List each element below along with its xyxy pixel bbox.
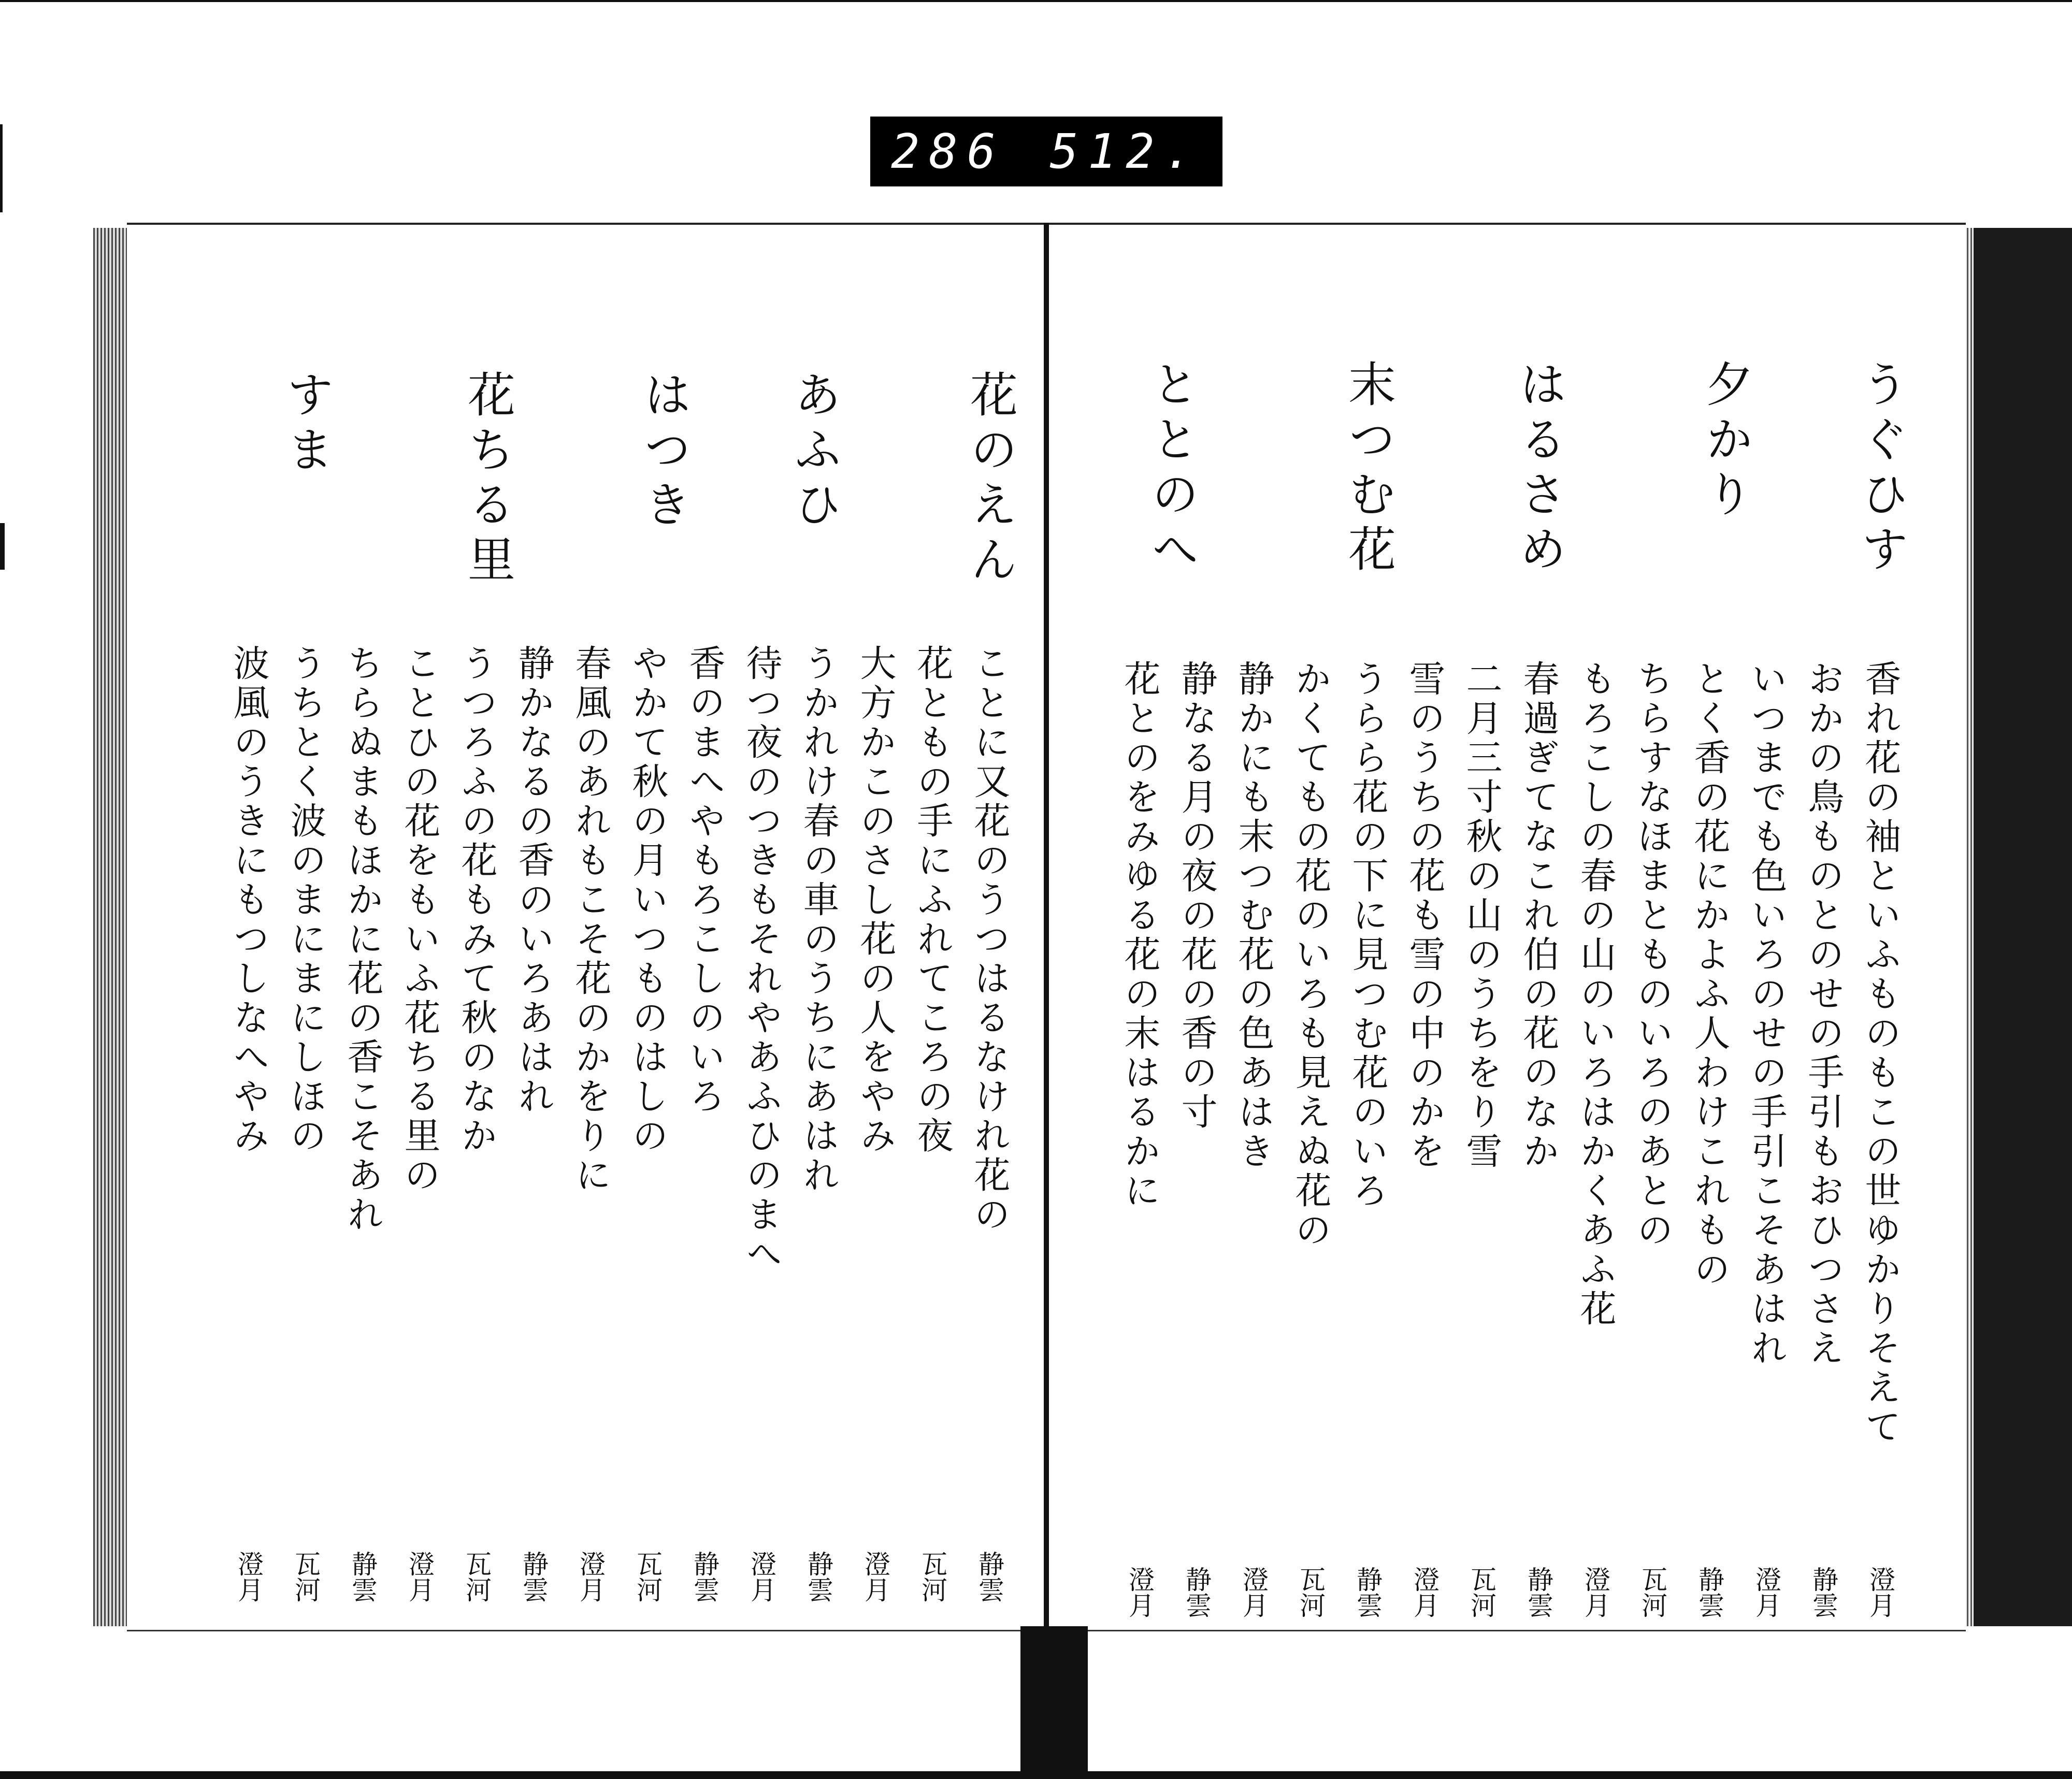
- poem-line: 雪のうちの花も雪の中のかを: [1403, 660, 1446, 1171]
- poem-author: 瓦河: [632, 1551, 663, 1602]
- poem-line: ことひの花をもいふ花ちる里の: [398, 644, 441, 1195]
- poem-author: 静雲: [803, 1551, 833, 1602]
- poem-author: 澄月: [1580, 1566, 1610, 1618]
- poem-line: 春過ぎてなこれ伯の花のなか: [1517, 660, 1560, 1171]
- poem-author: 静雲: [1808, 1566, 1838, 1618]
- book-edge-left: [93, 228, 130, 1626]
- poem-author: 瓦河: [462, 1551, 492, 1602]
- heading: 花のえん: [962, 370, 1018, 589]
- right-page: [1049, 223, 1966, 1631]
- poem-line: 波風のうきにもつしなへやみ: [227, 644, 270, 1156]
- scan-left-mark-2: [0, 523, 5, 570]
- poem-line: 香のまへやもろこしのいろ: [683, 644, 726, 1117]
- poem-author: 静雲: [974, 1551, 1004, 1602]
- book-cover-right: [1974, 228, 2072, 1626]
- heading: 末つむ花: [1341, 359, 1396, 579]
- poem-line: 大方かこのさし花の人をやみ: [854, 644, 897, 1156]
- plate-number-right: 512.: [1049, 124, 1202, 179]
- heading: すま: [279, 370, 334, 480]
- poem-author: 瓦河: [1637, 1566, 1667, 1618]
- heading: 夕かり: [1698, 359, 1753, 524]
- poem-author: 静雲: [1694, 1566, 1724, 1618]
- poem-line: うつろふの花もみて秋のなか: [455, 644, 498, 1156]
- poem-line: 静かにも末つむ花の色あはき: [1232, 660, 1275, 1171]
- poem-line: 香れ花の袖といふものもこの世ゆかりそえて: [1859, 660, 1902, 1447]
- poem-line: 二月三寸秋の山のうちをり雪: [1460, 660, 1503, 1171]
- heading: はるさめ: [1512, 359, 1567, 579]
- poem-author: 澄月: [1125, 1566, 1155, 1618]
- heading: はつき: [636, 370, 692, 534]
- poem-author: 瓦河: [917, 1551, 947, 1602]
- poem-author: 瓦河: [291, 1551, 321, 1602]
- heading: ととのへ: [1144, 359, 1199, 579]
- poem-author: 澄月: [575, 1551, 606, 1602]
- poem-line: うらら花の下に見つむ花のいろ: [1346, 660, 1389, 1211]
- poem-author: 澄月: [1239, 1566, 1269, 1618]
- poem-author: 静雲: [348, 1551, 378, 1602]
- poem-line: 花ともの手にふれてころの夜: [911, 644, 954, 1156]
- poem-author: 静雲: [689, 1551, 720, 1602]
- poem-line: うちとく波のまにまにしほの: [284, 644, 327, 1156]
- poem-line: かくてもの花のいろも見えぬ花の: [1289, 660, 1332, 1250]
- poem-line: ちらすなほまとものいろのあとの: [1631, 660, 1674, 1250]
- poem-author: 静雲: [1352, 1566, 1383, 1618]
- poem-author: 澄月: [1865, 1566, 1895, 1618]
- heading: うぐひす: [1853, 359, 1909, 579]
- poem-line: いつまでも色いろのせの手引こそあはれ: [1745, 660, 1788, 1368]
- scan-bottom-edge: [0, 1771, 2072, 1779]
- poem-line: やかて秋の月いつものはしの: [626, 644, 669, 1156]
- poem-line: 春風のあれもこそ花のかをりに: [569, 644, 612, 1195]
- poem-author: 澄月: [1409, 1566, 1440, 1618]
- poem-line: とく香の花にかよふ人わけこれもの: [1688, 660, 1731, 1290]
- poem-author: 瓦河: [1296, 1566, 1326, 1618]
- poem-author: 静雲: [519, 1551, 549, 1602]
- poem-line: ちらぬまもほかに花の香こそあれ: [341, 644, 384, 1235]
- poem-line: 静かなるの香のいろあはれ: [512, 644, 555, 1117]
- heading: 花ちる里: [460, 370, 515, 589]
- poem-line: 花とのをみゆる花の末はるかに: [1118, 660, 1161, 1211]
- heading: あふひ: [786, 370, 842, 534]
- page-gutter: [1044, 223, 1049, 1631]
- poem-line: うかれけ春の車のうちにあはれ: [797, 644, 840, 1195]
- poem-author: 澄月: [234, 1551, 264, 1602]
- poem-author: 澄月: [405, 1551, 435, 1602]
- catalog-number-plate: [870, 117, 1222, 186]
- poem-author: 瓦河: [1466, 1566, 1497, 1618]
- scan-top-edge: [0, 0, 2072, 2]
- binding-spine: [1020, 1626, 1088, 1771]
- poem-author: 静雲: [1182, 1566, 1212, 1618]
- poem-line: おかの鳥ものとのせの手引もおひつさえ: [1802, 660, 1845, 1368]
- poem-author: 澄月: [860, 1551, 890, 1602]
- poem-line: もろこしの春の山のいろはかくあふ花: [1574, 660, 1617, 1329]
- poem-author: 澄月: [746, 1551, 776, 1602]
- plate-number-left: 286: [891, 124, 1005, 179]
- poem-line: 静なる月の夜の花の香の寸: [1175, 660, 1218, 1132]
- poem-line: 待つ夜のつきもそれやあふひのまへ: [740, 644, 783, 1274]
- poem-line: ことに又花のうつはるなけれ花の: [968, 644, 1011, 1235]
- left-page: [127, 223, 1044, 1631]
- poem-author: 澄月: [1751, 1566, 1781, 1618]
- poem-author: 静雲: [1523, 1566, 1553, 1618]
- scan-left-mark: [0, 124, 3, 212]
